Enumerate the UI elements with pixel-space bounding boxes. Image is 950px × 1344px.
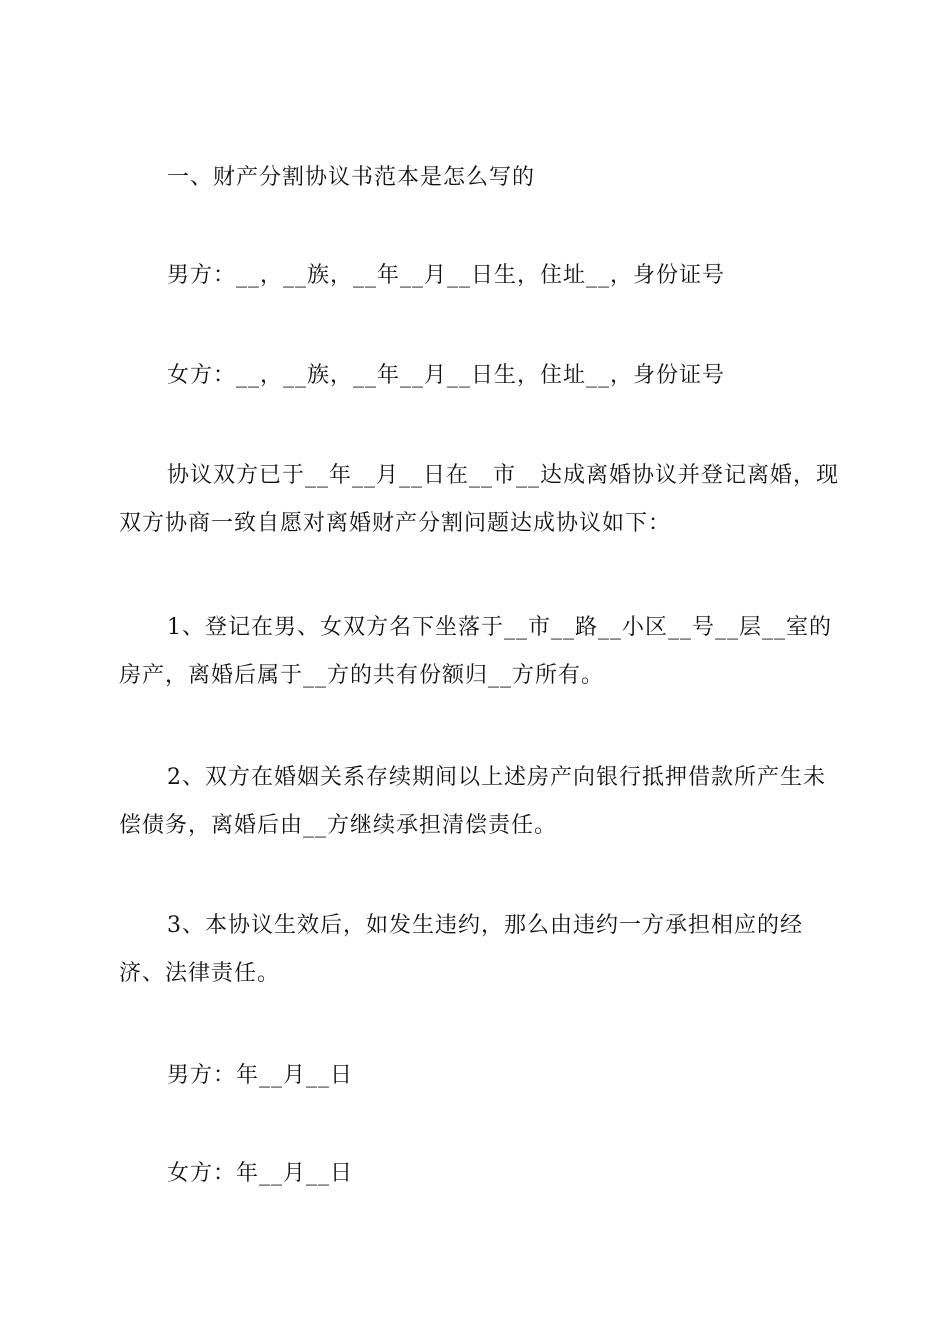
female-signature-line: 女方：年__月__日: [167, 1161, 354, 1186]
male-signature-line: 男方：年__月__日: [167, 1063, 354, 1088]
female-party-info: 女方：__，__族，__年__月__日生，住址__，身份证号: [167, 363, 726, 388]
document-heading: 一、财产分割协议书范本是怎么写的: [167, 165, 536, 190]
clause-3: 3、本协议生效后，如发生违约，那么由违约一方承担相应的经济、法律责任。: [119, 913, 803, 986]
agreement-intro: 协议双方已于__年__月__日在__市__达成离婚协议并登记离婚，现双方协商一致自愿对离婚财产分割问题达成协议如下：: [119, 463, 840, 536]
clause-1: 1、登记在男、女双方名下坐落于__市__路__小区__号__层__室的房产，离婚后属于__方的共有份额归__方所有。: [119, 615, 832, 688]
clause-2: 2、双方在婚姻关系存续期间以上述房产向银行抵押借款所产生未偿债务，离婚后由__方继续承担清偿责任。: [119, 765, 826, 838]
male-party-info: 男方：__，__族，__年__月__日生，住址__，身份证号: [167, 263, 726, 288]
